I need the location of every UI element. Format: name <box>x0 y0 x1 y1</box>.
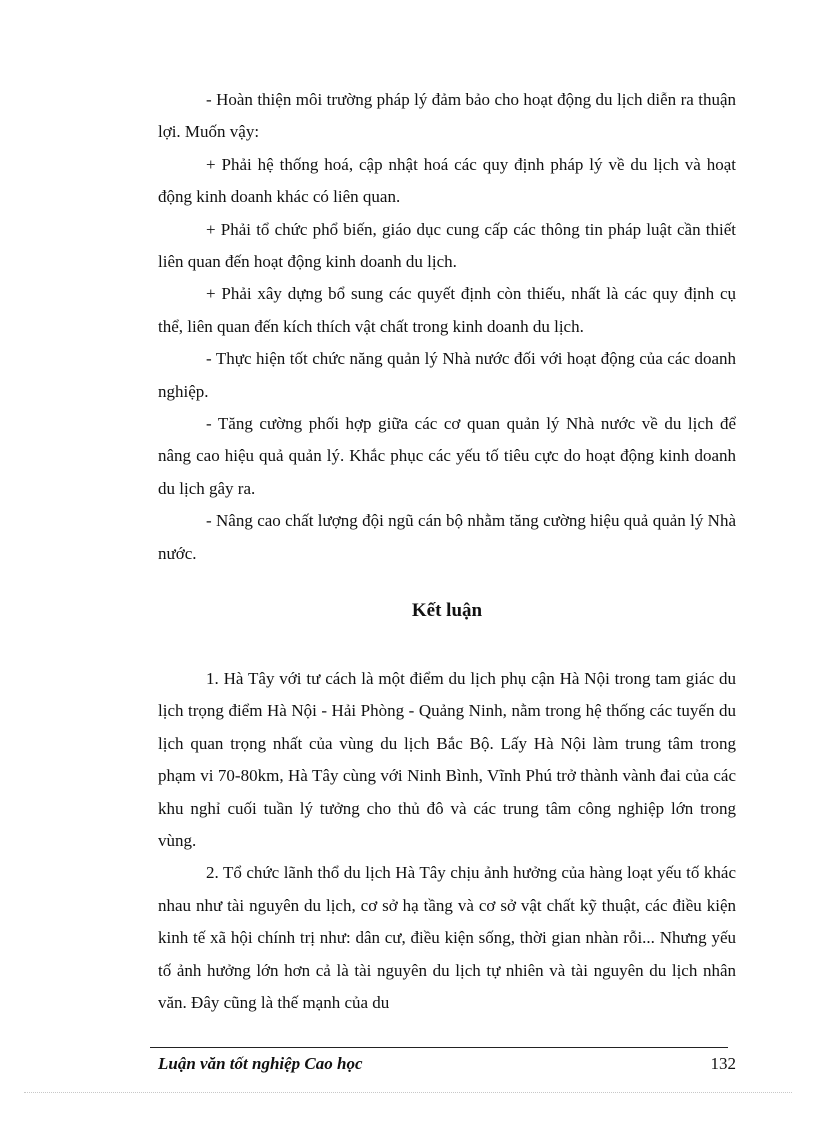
paragraph: - Nâng cao chất lượng đội ngũ cán bộ nhằm tăng cường hiệu quả quản lý Nhà nước. <box>158 511 736 563</box>
paragraph: - Tăng cường phối hợp giữa các cơ quan quản lý Nhà nước về du lịch để nâng cao hiệu quả quản lý. Khắc phục các yếu tố tiêu cực do hoạt động kinh doanh du lịch gây ra. <box>158 414 736 498</box>
conclusion-body <box>158 663 736 1019</box>
section-body <box>158 84 736 570</box>
paragraph: - Thực hiện tốt chức năng quản lý Nhà nước đối với hoạt động của các doanh nghiệp. <box>158 349 736 401</box>
section-heading: Kết luận <box>411 600 483 621</box>
footer-title: Luận văn tốt nghiệp Cao học <box>158 1054 363 1073</box>
page-number: 132 <box>710 1054 736 1073</box>
footer-divider <box>150 1047 728 1048</box>
paragraph: + Phải xây dựng bổ sung các quyết định còn thiếu, nhất là các quy định cụ thể, liên quan đến kích thích vật chất trong kinh doanh du lịch. <box>158 284 736 336</box>
page-edge <box>24 1092 792 1093</box>
paragraph: 2. Tổ chức lãnh thổ du lịch Hà Tây chịu ảnh hưởng của hàng loạt yếu tố khác nhau như tài nguyên du lịch, cơ sở hạ tầng và cơ sở vật chất kỹ thuật, các điều kiện kinh tế xã hội chính trị như: dân cư, điều kiện sống, thời gian nhàn rỗi... Nhưng yếu tố ảnh hưởng lớn hơn cả là tài nguyên du lịch tự nhiên và tài nguyên du lịch nhân văn. Đây cũng là thế mạnh của du <box>158 863 736 1013</box>
paragraph: 1. Hà Tây với tư cách là một điểm du lịch phụ cận Hà Nội trong tam giác du lịch trọng điểm Hà Nội - Hải Phòng - Quảng Ninh, nằm trong hệ thống các tuyến du lịch quan trọng nhất của vùng du lịch Bắc Bộ. Lấy Hà Nội làm trung tâm trong phạm vi 70-80km, Hà Tây cùng với Ninh Bình, Vĩnh Phú trở thành vành đai của các khu nghỉ cuối tuần lý tưởng cho thủ đô và các trung tâm công nghiệp lớn trong vùng. <box>158 669 736 851</box>
paragraph: + Phải hệ thống hoá, cập nhật hoá các quy định pháp lý về du lịch và hoạt động kinh doanh khác có liên quan. <box>158 154 736 207</box>
paragraph: - Hoàn thiện môi trường pháp lý đảm bảo cho hoạt động du lịch diễn ra thuận lợi. Muốn vậy: <box>158 90 736 142</box>
paragraph: + Phải tổ chức phổ biến, giáo dục cung cấp các thông tin pháp luật cần thiết liên quan đến hoạt động kinh doanh du lịch. <box>158 219 736 272</box>
